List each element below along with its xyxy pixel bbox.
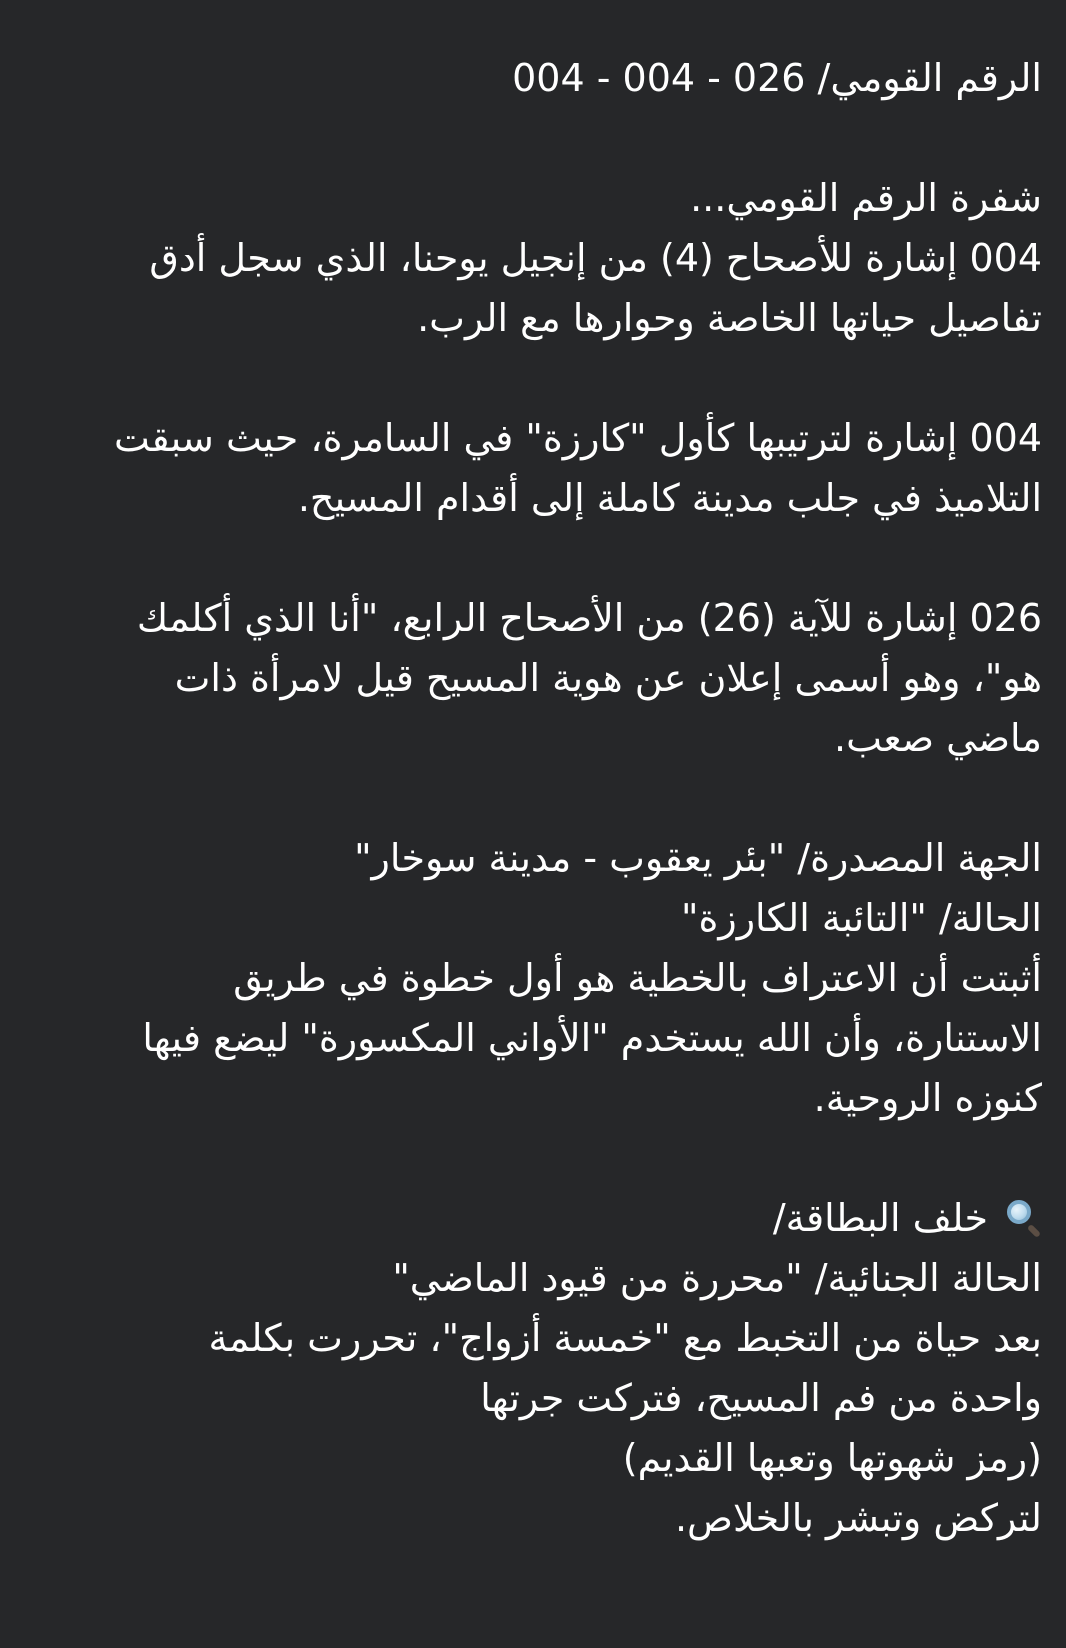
issuing-authority-line: الجهة المصدرة/ "بئر يعقوب - مدينة سوخار"	[354, 836, 1042, 880]
paragraph-gap	[40, 108, 1042, 168]
text-line: لتركض وتبشر بالخلاص.	[674, 1496, 1042, 1540]
status-line: الحالة/ "التائبة الكارزة"	[680, 896, 1042, 940]
text-line: تفاصيل حياتها الخاصة وحوارها مع الرب.	[417, 296, 1042, 340]
back-of-card-heading	[40, 1188, 1042, 1248]
text-line: أثبتت أن الاعتراف بالخطية هو أول خطوة في طريق	[233, 956, 1042, 1000]
paragraph-gap	[40, 348, 1042, 408]
id-code-heading: شفرة الرقم القومي...	[690, 176, 1042, 220]
text-line: واحدة من فم المسيح، فتركت جرتها	[480, 1376, 1042, 1420]
text-line: 004 إشارة للأصحاح (4) من إنجيل يوحنا، الذي سجل أدق	[149, 236, 1042, 280]
text-line: ماضي صعب.	[834, 716, 1042, 760]
text-line: كنوزه الروحية.	[813, 1076, 1042, 1120]
text-line: هو"، وهو أسمى إعلان عن هوية المسيح قيل لامرأة ذات	[174, 656, 1042, 700]
text-line: 026 إشارة للآية (26) من الأصحاح الرابع، "أنا الذي أكلمك	[136, 596, 1042, 640]
national-id-line: الرقم القومي/ 026 - 004 - 004	[512, 56, 1042, 100]
text-line: (رمز شهوتها وتعبها القديم)	[622, 1436, 1042, 1480]
paragraph-gap	[40, 1128, 1042, 1188]
magnifying-glass-icon	[1004, 1199, 1042, 1237]
criminal-status-line: الحالة الجنائية/ "محررة من قيود الماضي"	[392, 1256, 1042, 1300]
text-line: 004 إشارة لترتيبها كأول "كارزة" في السامرة، حيث سبقت	[114, 416, 1042, 460]
text-line: الاستنارة، وأن الله يستخدم "الأواني المكسورة" ليضع فيها	[142, 1016, 1042, 1060]
text-line: بعد حياة من التخبط مع "خمسة أزواج"، تحررت بكلمة	[208, 1316, 1042, 1360]
back-of-card-label: خلف البطاقة/	[772, 1196, 988, 1240]
text-line: التلاميذ في جلب مدينة كاملة إلى أقدام المسيح.	[297, 476, 1042, 520]
paragraph-gap	[40, 528, 1042, 588]
paragraph-gap	[40, 768, 1042, 828]
